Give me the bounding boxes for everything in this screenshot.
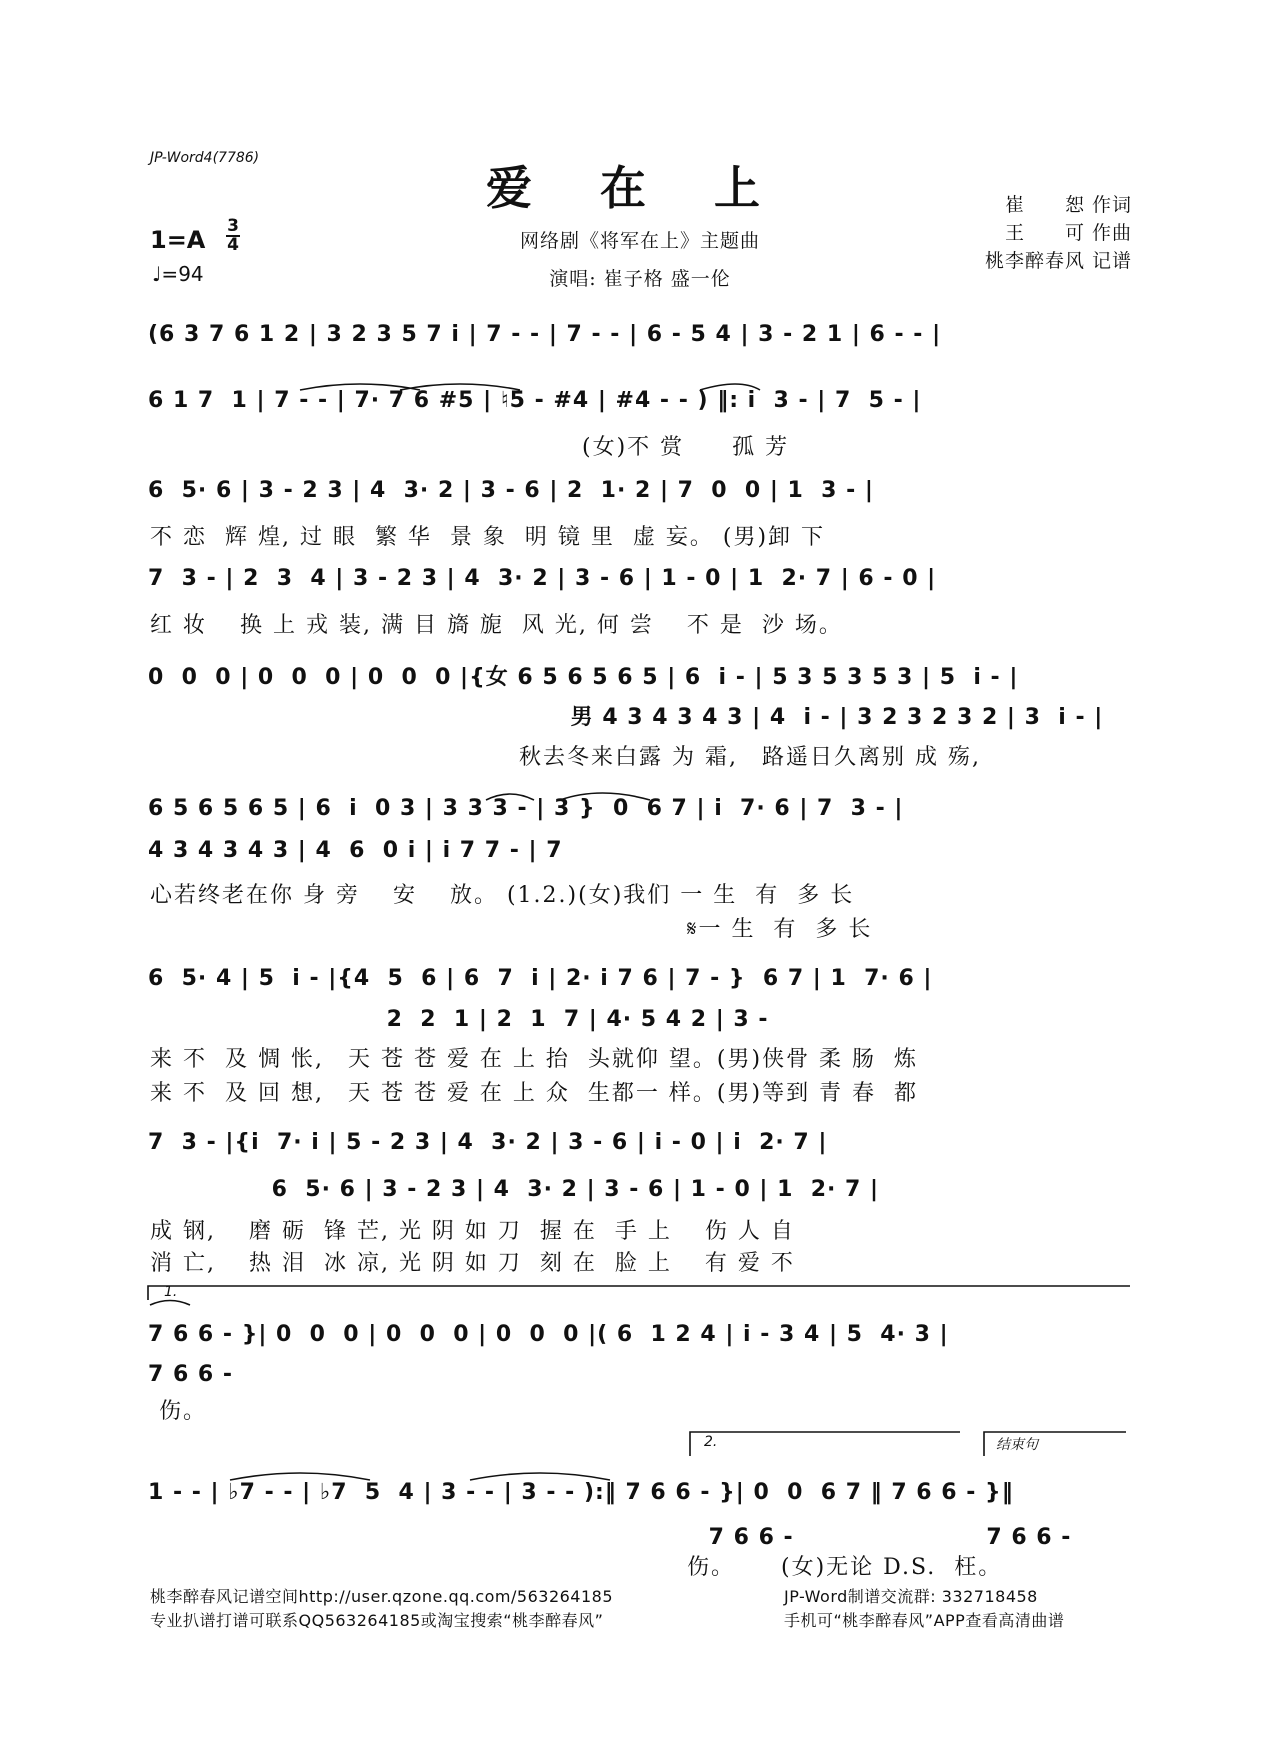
time-signature — [226, 218, 240, 254]
slur-mark — [150, 1301, 190, 1306]
software-label: JP-Word4(7786) — [150, 150, 260, 166]
tempo-marking: ♩=94 — [152, 262, 204, 286]
system-4-lyrics: 红 妆 换 上 戎 装, 满 目 旖 旎 风 光, 何 尝 不 是 沙 场。 — [150, 613, 843, 638]
system-9-lyrics: 伤。 — [150, 1399, 207, 1424]
system-7-lyrics-1: 来 不 及 惆 怅, 天 苍 苍 爱 在 上 抬 头就仰 望。(男)侠骨 柔 肠 炼 — [150, 1047, 919, 1072]
volta-2-bracket — [690, 1432, 960, 1456]
system-6-lyrics-2: 𝄋一 生 有 多 长 — [150, 917, 873, 942]
footer-left-line-1: 桃李醉春风记谱空间http://user.qzone.qq.com/563264185 — [150, 1587, 614, 1606]
footer-left-line-2: 专业扒谱打谱可联系QQ563264185或淘宝搜索“桃李醉春风” — [150, 1611, 604, 1630]
singers-line: 演唱: 崔子格 盛一伦 — [549, 268, 731, 290]
meter-bottom: 4 — [227, 235, 239, 255]
system-3-notes: 6 5· 6 | 3 - 2 3 | 4 3· 2 | 3 - 6 | 2 1· 2 | 7 0 0 | 1 3 - | — [148, 478, 874, 503]
system-8-lyrics-2: 消 亡, 热 泪 冰 凉, 光 阴 如 刀 刻 在 脸 上 有 爱 不 — [150, 1251, 795, 1276]
system-4-notes: 7 3 - | 2 3 4 | 3 - 2 3 | 4 3· 2 | 3 - 6 | 1 - 0 | 1 2· 7 | 6 - 0 | — [148, 566, 937, 591]
system-5-notes-lower: 男 4 3 4 3 4 3 | 4 i - | 3 2 3 2 3 2 | 3 i - | — [148, 705, 1104, 730]
volta-1-label: 1. — [164, 1284, 178, 1300]
system-9-notes-lower: 7 6 6 - — [148, 1362, 234, 1387]
system-2-lyrics: (女)不 赏 孤 芳 — [150, 435, 790, 460]
volta-2-label: 2. — [704, 1434, 718, 1450]
song-subtitle: 网络剧《将军在上》主题曲 — [519, 230, 760, 252]
system-8-notes: 7 3 - |{i 7· i | 5 - 2 3 | 4 3· 2 | 3 - 6 | i - 0 | i 2· 7 | — [148, 1130, 828, 1155]
system-8-notes-lower: 6 5· 6 | 3 - 2 3 | 4 3· 2 | 3 - 6 | 1 - 0 | 1 2· 7 | — [148, 1177, 880, 1202]
lyricist-credit: 崔 恕 作词 — [1004, 194, 1132, 216]
system-5-lyrics: 秋去冬来白露 为 霜, 路遥日久离别 成 殇, — [150, 745, 981, 770]
system-2-notes: 6 1 7 1 | 7 - - | 7· 7 6 #5 | ♮5 - #4 | #4 - - ) ‖: i 3 - | 7 5 - | — [148, 388, 922, 413]
system-10-notes-lower: 7 6 6 - 7 6 6 - — [148, 1525, 1072, 1550]
meter-top: 3 — [227, 216, 239, 236]
footer-right-line-1: JP-Word制谱交流群: 332718458 — [784, 1587, 1038, 1606]
system-10-lyrics: 伤。 (女)无论 D.S. 枉。 — [150, 1555, 1003, 1580]
volta-1-bracket — [148, 1286, 1130, 1300]
system-6-notes: 6 5 6 5 6 5 | 6 i 0 3 | 3 3 3 - | 3 } 0 6 7 | i 7· 6 | 7 3 - | — [148, 796, 904, 821]
system-7-notes-lower: 2 2 1 | 2 1 7 | 4· 5 4 2 | 3 - — [148, 1007, 769, 1032]
coda-label: 结束句 — [996, 1437, 1038, 1453]
composer-credit: 王 可 作曲 — [1004, 222, 1132, 244]
system-8-lyrics-1: 成 钢, 磨 砺 锋 芒, 光 阴 如 刀 握 在 手 上 伤 人 自 — [150, 1219, 795, 1244]
system-7-notes: 6 5· 4 | 5 i - |{4 5 6 | 6 7 i | 2· i 7 6 | 7 - } 6 7 | 1 7· 6 | — [148, 966, 933, 991]
footer-right-line-2: 手机可“桃李醉春风”APP查看高清曲谱 — [784, 1611, 1065, 1630]
system-6-notes-lower: 4 3 4 3 4 3 | 4 6 0 i | i 7 7 - | 7 — [148, 838, 563, 863]
song-title: 爱 在 上 — [485, 161, 787, 215]
system-1-notes: (6 3 7 6 1 2 | 3 2 3 5 7 i | 7 - - | 7 - - | 6 - 5 4 | 3 - 2 1 | 6 - - | — [148, 322, 942, 347]
system-10-notes: 1 - - | ♭7 - - | ♭7 5 4 | 3 - - | 3 - - ):‖ 7 6 6 - }| 0 0 6 7 ‖ 7 6 6 - }‖ — [148, 1480, 1014, 1505]
system-6-lyrics-1: 心若终老在你 身 旁 安 放。 (1.2.)(女)我们 一 生 有 多 长 — [150, 883, 855, 908]
slur-mark — [230, 1473, 370, 1480]
system-9-notes: 7 6 6 - }| 0 0 0 | 0 0 0 | 0 0 0 |( 6 1 2 4 | i - 3 4 | 5 4· 3 | — [148, 1322, 949, 1347]
transcriber-credit: 桃李醉春风 记谱 — [984, 250, 1132, 272]
slur-mark — [470, 1473, 610, 1480]
system-3-lyrics: 不 恋 辉 煌, 过 眼 繁 华 景 象 明 镜 里 虚 妄。 (男)卸 下 — [150, 525, 826, 550]
system-7-lyrics-2: 来 不 及 回 想, 天 苍 苍 爱 在 上 众 生都一 样。(男)等到 青 春 都 — [150, 1081, 919, 1106]
system-5-notes: 0 0 0 | 0 0 0 | 0 0 0 |{女 6 5 6 5 6 5 | 6 i - | 5 3 5 3 5 3 | 5 i - | — [148, 665, 1019, 690]
key-signature: 1=A — [150, 226, 206, 254]
